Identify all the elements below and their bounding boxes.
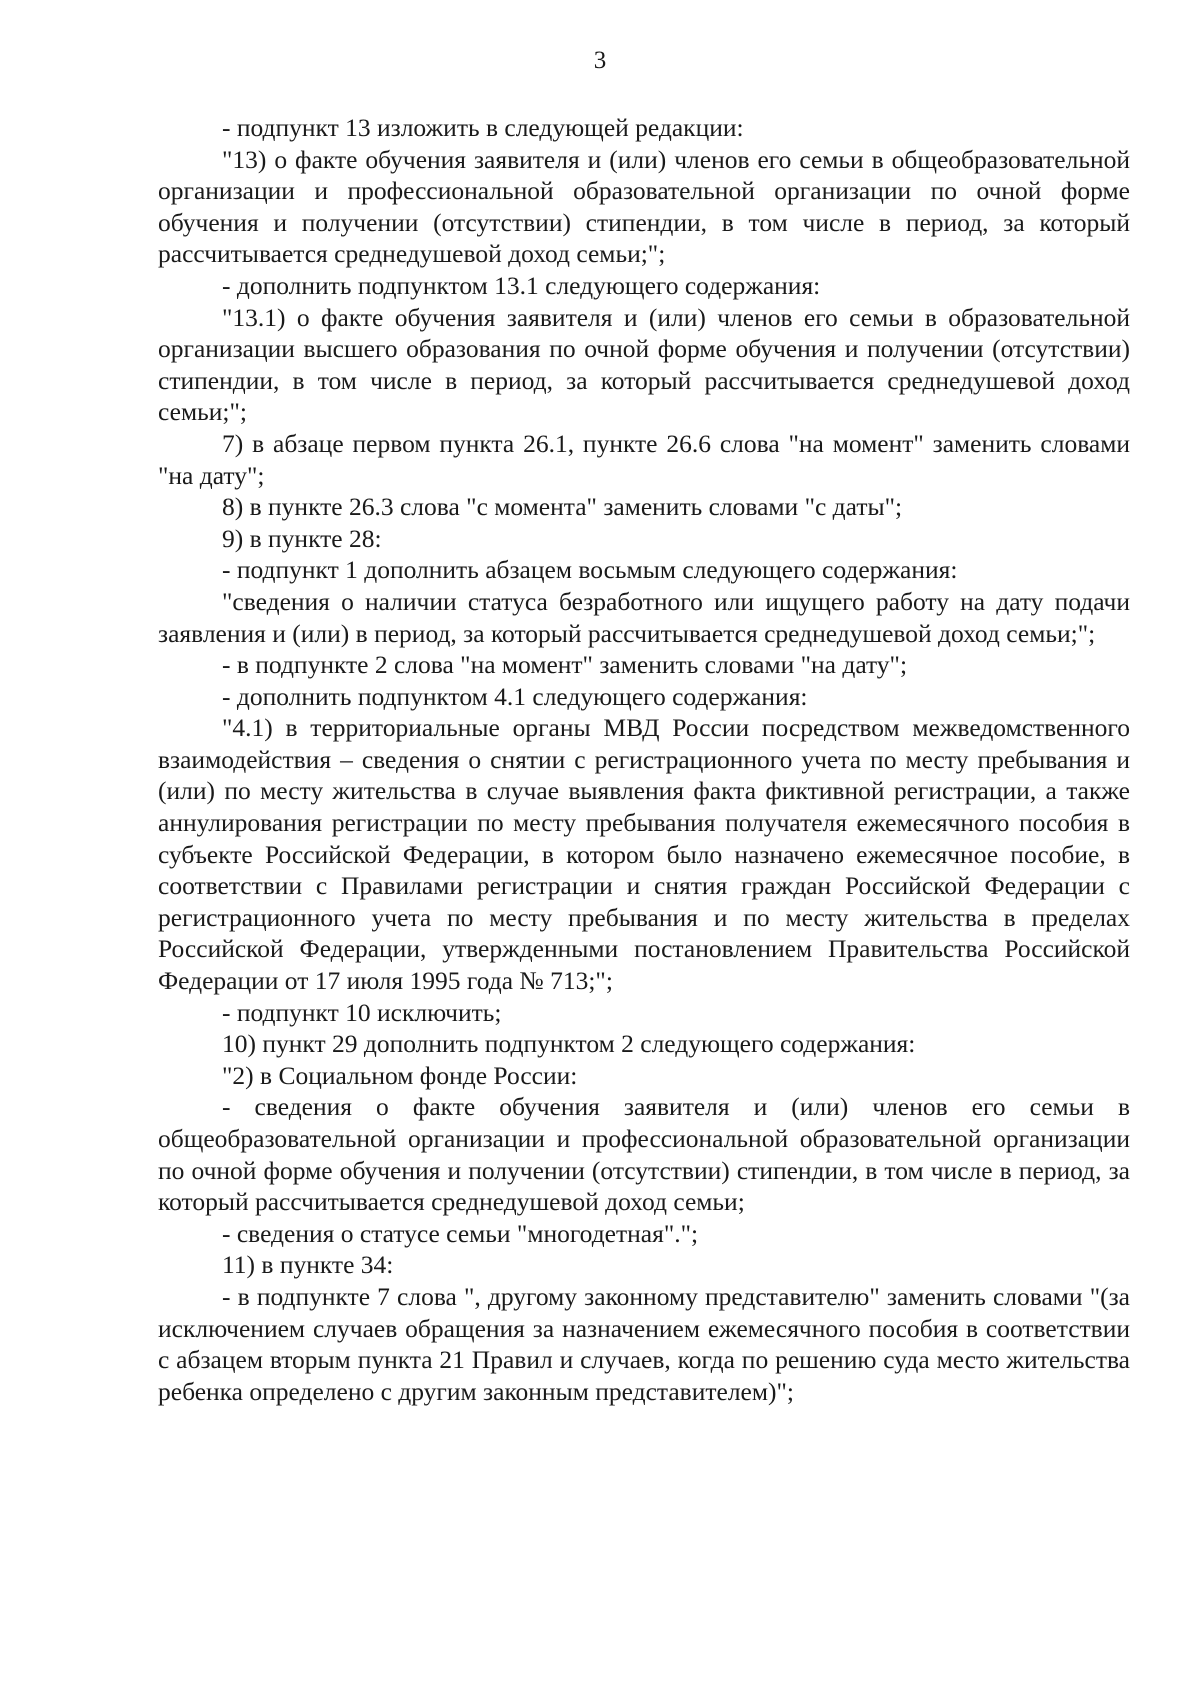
- paragraph: "13) о факте обучения заявителя и (или) членов его семьи в общеобразовательной организации и профессиональной образовательной организации по очной форме обучения и получении (отсутствии) стипендии, в том числе в период, за который рассчитывается среднедушевой доход семьи;";: [158, 144, 1130, 269]
- paragraph: - дополнить подпунктом 13.1 следующего содержания:: [222, 270, 821, 300]
- paragraph: - дополнить подпунктом 4.1 следующего содержания:: [222, 681, 808, 711]
- paragraph: 8) в пункте 26.3 слова "с момента" заменить словами "с даты";: [222, 492, 903, 522]
- paragraph: 11) в пункте 34:: [222, 1250, 394, 1280]
- paragraph: - сведения о статусе семьи "многодетная".";: [222, 1218, 699, 1248]
- page-number: 3: [593, 47, 607, 74]
- paragraph: - сведения о факте обучения заявителя и (или) членов его семьи в общеобразовательной организации и профессиональной образовательной организации по очной форме обучения и получении (отсутствии) стипендии, в том числе в период, за который рассчитывается среднедушевой доход семьи;: [158, 1092, 1130, 1217]
- paragraph: "сведения о наличии статуса безработного или ищущего работу на дату подачи заявления и (или) в период, за который рассчитывается среднедушевой доход семьи;";: [158, 586, 1130, 648]
- paragraph: - в подпункте 2 слова "на момент" заменить словами "на дату";: [222, 650, 908, 680]
- document-body: [158, 112, 1130, 1407]
- paragraph: "2) в Социальном фонде России:: [222, 1060, 578, 1090]
- paragraph: - подпункт 13 изложить в следующей редакции:: [222, 113, 744, 142]
- paragraph: "13.1) о факте обучения заявителя и (или) членов его семьи в образовательной организации высшего образования по очной форме обучения и получении (отсутствии) стипендии, в том числе в период, за который рассчитывается среднедушевой доход семьи;";: [158, 302, 1130, 427]
- paragraph: "4.1) в территориальные органы МВД России посредством межведомственного взаимодействия – сведения о снятии с регистрационного учета по месту пребывания и (или) по месту жительства в случае выявления факта фиктивной регистрации, а также аннулирования регистрации по месту пребывания получателя ежемесячного пособия в субъекте Российской Федерации, в котором было назначено ежемесячное пособие, в соответствии с Правилами регистрации и снятия граждан Российской Федерации с регистрационного учета по месту пребывания и по месту жительства в пределах Российской Федерации, утвержденными постановлением Правительства Российской Федерации от 17 июля 1995 года № 713;";: [158, 713, 1130, 996]
- paragraph: 10) пункт 29 дополнить подпунктом 2 следующего содержания:: [222, 1029, 916, 1059]
- paragraph: 7) в абзаце первом пункта 26.1, пункте 26.6 слова "на момент" заменить словами "на дату";: [158, 428, 1130, 490]
- paragraph: 9) в пункте 28:: [222, 523, 382, 553]
- paragraph: - в подпункте 7 слова ", другому законному представителю" заменить словами "(за исключением случаев обращения за назначением ежемесячного пособия в соответствии с абзацем вторым пункта 21 Правил и случаев, когда по решению суда место жительства ребенка определено с другим законным представителем)";: [158, 1281, 1130, 1406]
- paragraph: - подпункт 10 исключить;: [222, 997, 502, 1027]
- paragraph: - подпункт 1 дополнить абзацем восьмым следующего содержания:: [222, 555, 958, 585]
